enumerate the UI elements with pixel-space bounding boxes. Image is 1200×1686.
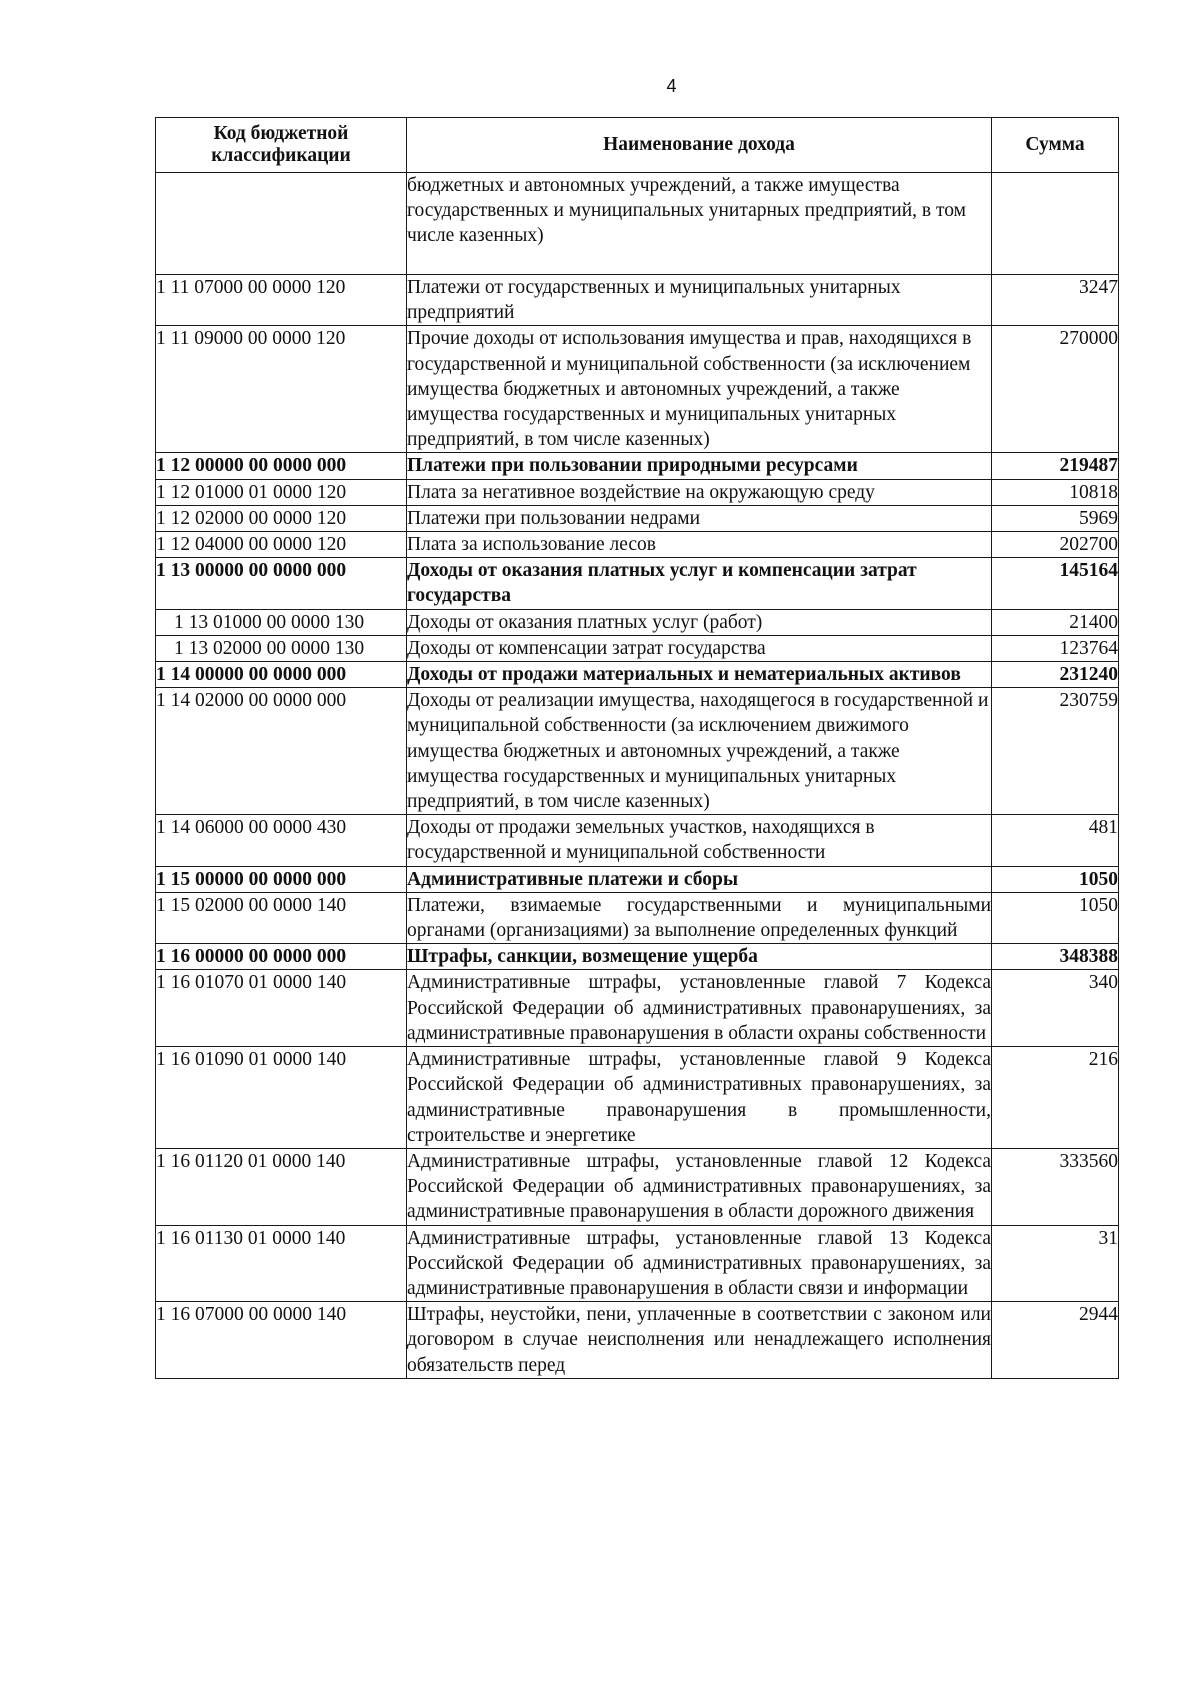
page-number: 4 (666, 76, 677, 96)
table-row (156, 1302, 1119, 1379)
cell-sum: 340 (992, 970, 1119, 1047)
cell-name: Платежи при пользовании недрами (407, 505, 992, 531)
cell-name: Административные платежи и сборы (407, 866, 992, 892)
cell-sum: 21400 (992, 609, 1119, 635)
cell-name: бюджетных и автономных учреждений, а также имущества государственных и муниципальных унитарных предприятий, в том числе казенных) (407, 173, 992, 275)
cell-code: 1 12 00000 00 0000 000 (156, 453, 407, 479)
table-row-continuation (156, 173, 1119, 275)
cell-code: 1 14 02000 00 0000 000 (156, 688, 407, 815)
cell-sum: 2944 (992, 1302, 1119, 1379)
table-row (156, 688, 1119, 815)
cell-code: 1 13 00000 00 0000 000 (156, 558, 407, 609)
cell-code: 1 16 01070 01 0000 140 (156, 970, 407, 1047)
cell-sum: 230759 (992, 688, 1119, 815)
cell-code: 1 14 06000 00 0000 430 (156, 815, 407, 866)
cell-name: Доходы от оказания платных услуг (работ) (407, 609, 992, 635)
table-header-row (156, 118, 1119, 173)
cell-code: 1 16 01130 01 0000 140 (156, 1225, 407, 1302)
header-sum: Сумма (992, 118, 1119, 173)
table-row (156, 1148, 1119, 1225)
cell-sum: 1050 (992, 892, 1119, 943)
cell-sum: 348388 (992, 944, 1119, 970)
cell-name: Административные штрафы, установленные главой 9 Кодекса Российской Федерации об административных правонарушениях, за административные правонарушения в промышленности, строительстве и энергетике (407, 1047, 992, 1149)
table-row (156, 275, 1119, 326)
table-row (156, 892, 1119, 943)
cell-code: 1 11 09000 00 0000 120 (156, 326, 407, 453)
table-row (156, 479, 1119, 505)
cell-name: Платежи, взимаемые государственными и муниципальными органами (организациями) за выполнение определенных функций (407, 892, 992, 943)
cell-name: Платежи при пользовании природными ресурсами (407, 453, 992, 479)
table-row (156, 505, 1119, 531)
cell-code: 1 15 00000 00 0000 000 (156, 866, 407, 892)
cell-name: Штрафы, неустойки, пени, уплаченные в соответствии с законом или договором в случае неисполнения или ненадлежащего исполнения обязательств перед (407, 1302, 992, 1379)
cell-code: 1 16 01120 01 0000 140 (156, 1148, 407, 1225)
cell-name: Административные штрафы, установленные главой 13 Кодекса Российской Федерации об административных правонарушениях, за административные правонарушения в области связи и информации (407, 1225, 992, 1302)
header-name: Наименование дохода (407, 118, 992, 173)
table-row-section (156, 558, 1119, 609)
table-row (156, 970, 1119, 1047)
cell-sum (992, 173, 1119, 275)
cell-sum: 270000 (992, 326, 1119, 453)
cell-code: 1 12 01000 01 0000 120 (156, 479, 407, 505)
cell-code: 1 14 00000 00 0000 000 (156, 662, 407, 688)
table-row (156, 609, 1119, 635)
cell-name: Доходы от реализации имущества, находящегося в государственной и муниципальной собственности (за исключением движимого имущества бюджетных и автономных учреждений, а также имущества государственных и муниципальных унитарных предприятий, в том числе казенных) (407, 688, 992, 815)
cell-sum: 145164 (992, 558, 1119, 609)
cell-code: 1 11 07000 00 0000 120 (156, 275, 407, 326)
table-row (156, 326, 1119, 453)
table-row (156, 532, 1119, 558)
cell-code: 1 13 01000 00 0000 130 (156, 609, 407, 635)
cell-sum: 231240 (992, 662, 1119, 688)
cell-name: Доходы от компенсации затрат государства (407, 635, 992, 661)
cell-sum: 31 (992, 1225, 1119, 1302)
cell-name: Прочие доходы от использования имущества и прав, находящихся в государственной и муниципальной собственности (за исключением имущества бюджетных и автономных учреждений, а также имущества государственных и муниципальных унитарных предприятий, в том числе казенных) (407, 326, 992, 453)
cell-name: Административные штрафы, установленные главой 12 Кодекса Российской Федерации об административных правонарушениях, за административные правонарушения в области дорожного движения (407, 1148, 992, 1225)
table-row-section (156, 662, 1119, 688)
cell-name: Доходы от продажи материальных и нематериальных активов (407, 662, 992, 688)
cell-code: 1 16 07000 00 0000 140 (156, 1302, 407, 1379)
cell-code (156, 173, 407, 275)
cell-code: 1 15 02000 00 0000 140 (156, 892, 407, 943)
cell-code: 1 12 02000 00 0000 120 (156, 505, 407, 531)
cell-sum: 5969 (992, 505, 1119, 531)
table-row (156, 635, 1119, 661)
cell-sum: 219487 (992, 453, 1119, 479)
cell-sum: 216 (992, 1047, 1119, 1149)
cell-code: 1 16 01090 01 0000 140 (156, 1047, 407, 1149)
cell-name: Доходы от оказания платных услуг и компенсации затрат государства (407, 558, 992, 609)
cell-sum: 202700 (992, 532, 1119, 558)
cell-sum: 481 (992, 815, 1119, 866)
table-row-section (156, 866, 1119, 892)
cell-name: Платежи от государственных и муниципальных унитарных предприятий (407, 275, 992, 326)
cell-name: Доходы от продажи земельных участков, находящихся в государственной и муниципальной собственности (407, 815, 992, 866)
cell-name: Плата за негативное воздействие на окружающую среду (407, 479, 992, 505)
cell-sum: 333560 (992, 1148, 1119, 1225)
cell-sum: 1050 (992, 866, 1119, 892)
table-row (156, 1225, 1119, 1302)
table-row-section (156, 453, 1119, 479)
table-row (156, 1047, 1119, 1149)
cell-sum: 10818 (992, 479, 1119, 505)
header-code: Код бюджетной классификации (156, 118, 407, 173)
cell-code: 1 13 02000 00 0000 130 (156, 635, 407, 661)
cell-name: Административные штрафы, установленные главой 7 Кодекса Российской Федерации об административных правонарушениях, за административные правонарушения в области охраны собственности (407, 970, 992, 1047)
cell-name: Плата за использование лесов (407, 532, 992, 558)
table-row (156, 815, 1119, 866)
cell-name: Штрафы, санкции, возмещение ущерба (407, 944, 992, 970)
cell-sum: 123764 (992, 635, 1119, 661)
table-row-section (156, 944, 1119, 970)
cell-sum: 3247 (992, 275, 1119, 326)
cell-code: 1 16 00000 00 0000 000 (156, 944, 407, 970)
revenue-table (155, 117, 1119, 1379)
cell-code: 1 12 04000 00 0000 120 (156, 532, 407, 558)
